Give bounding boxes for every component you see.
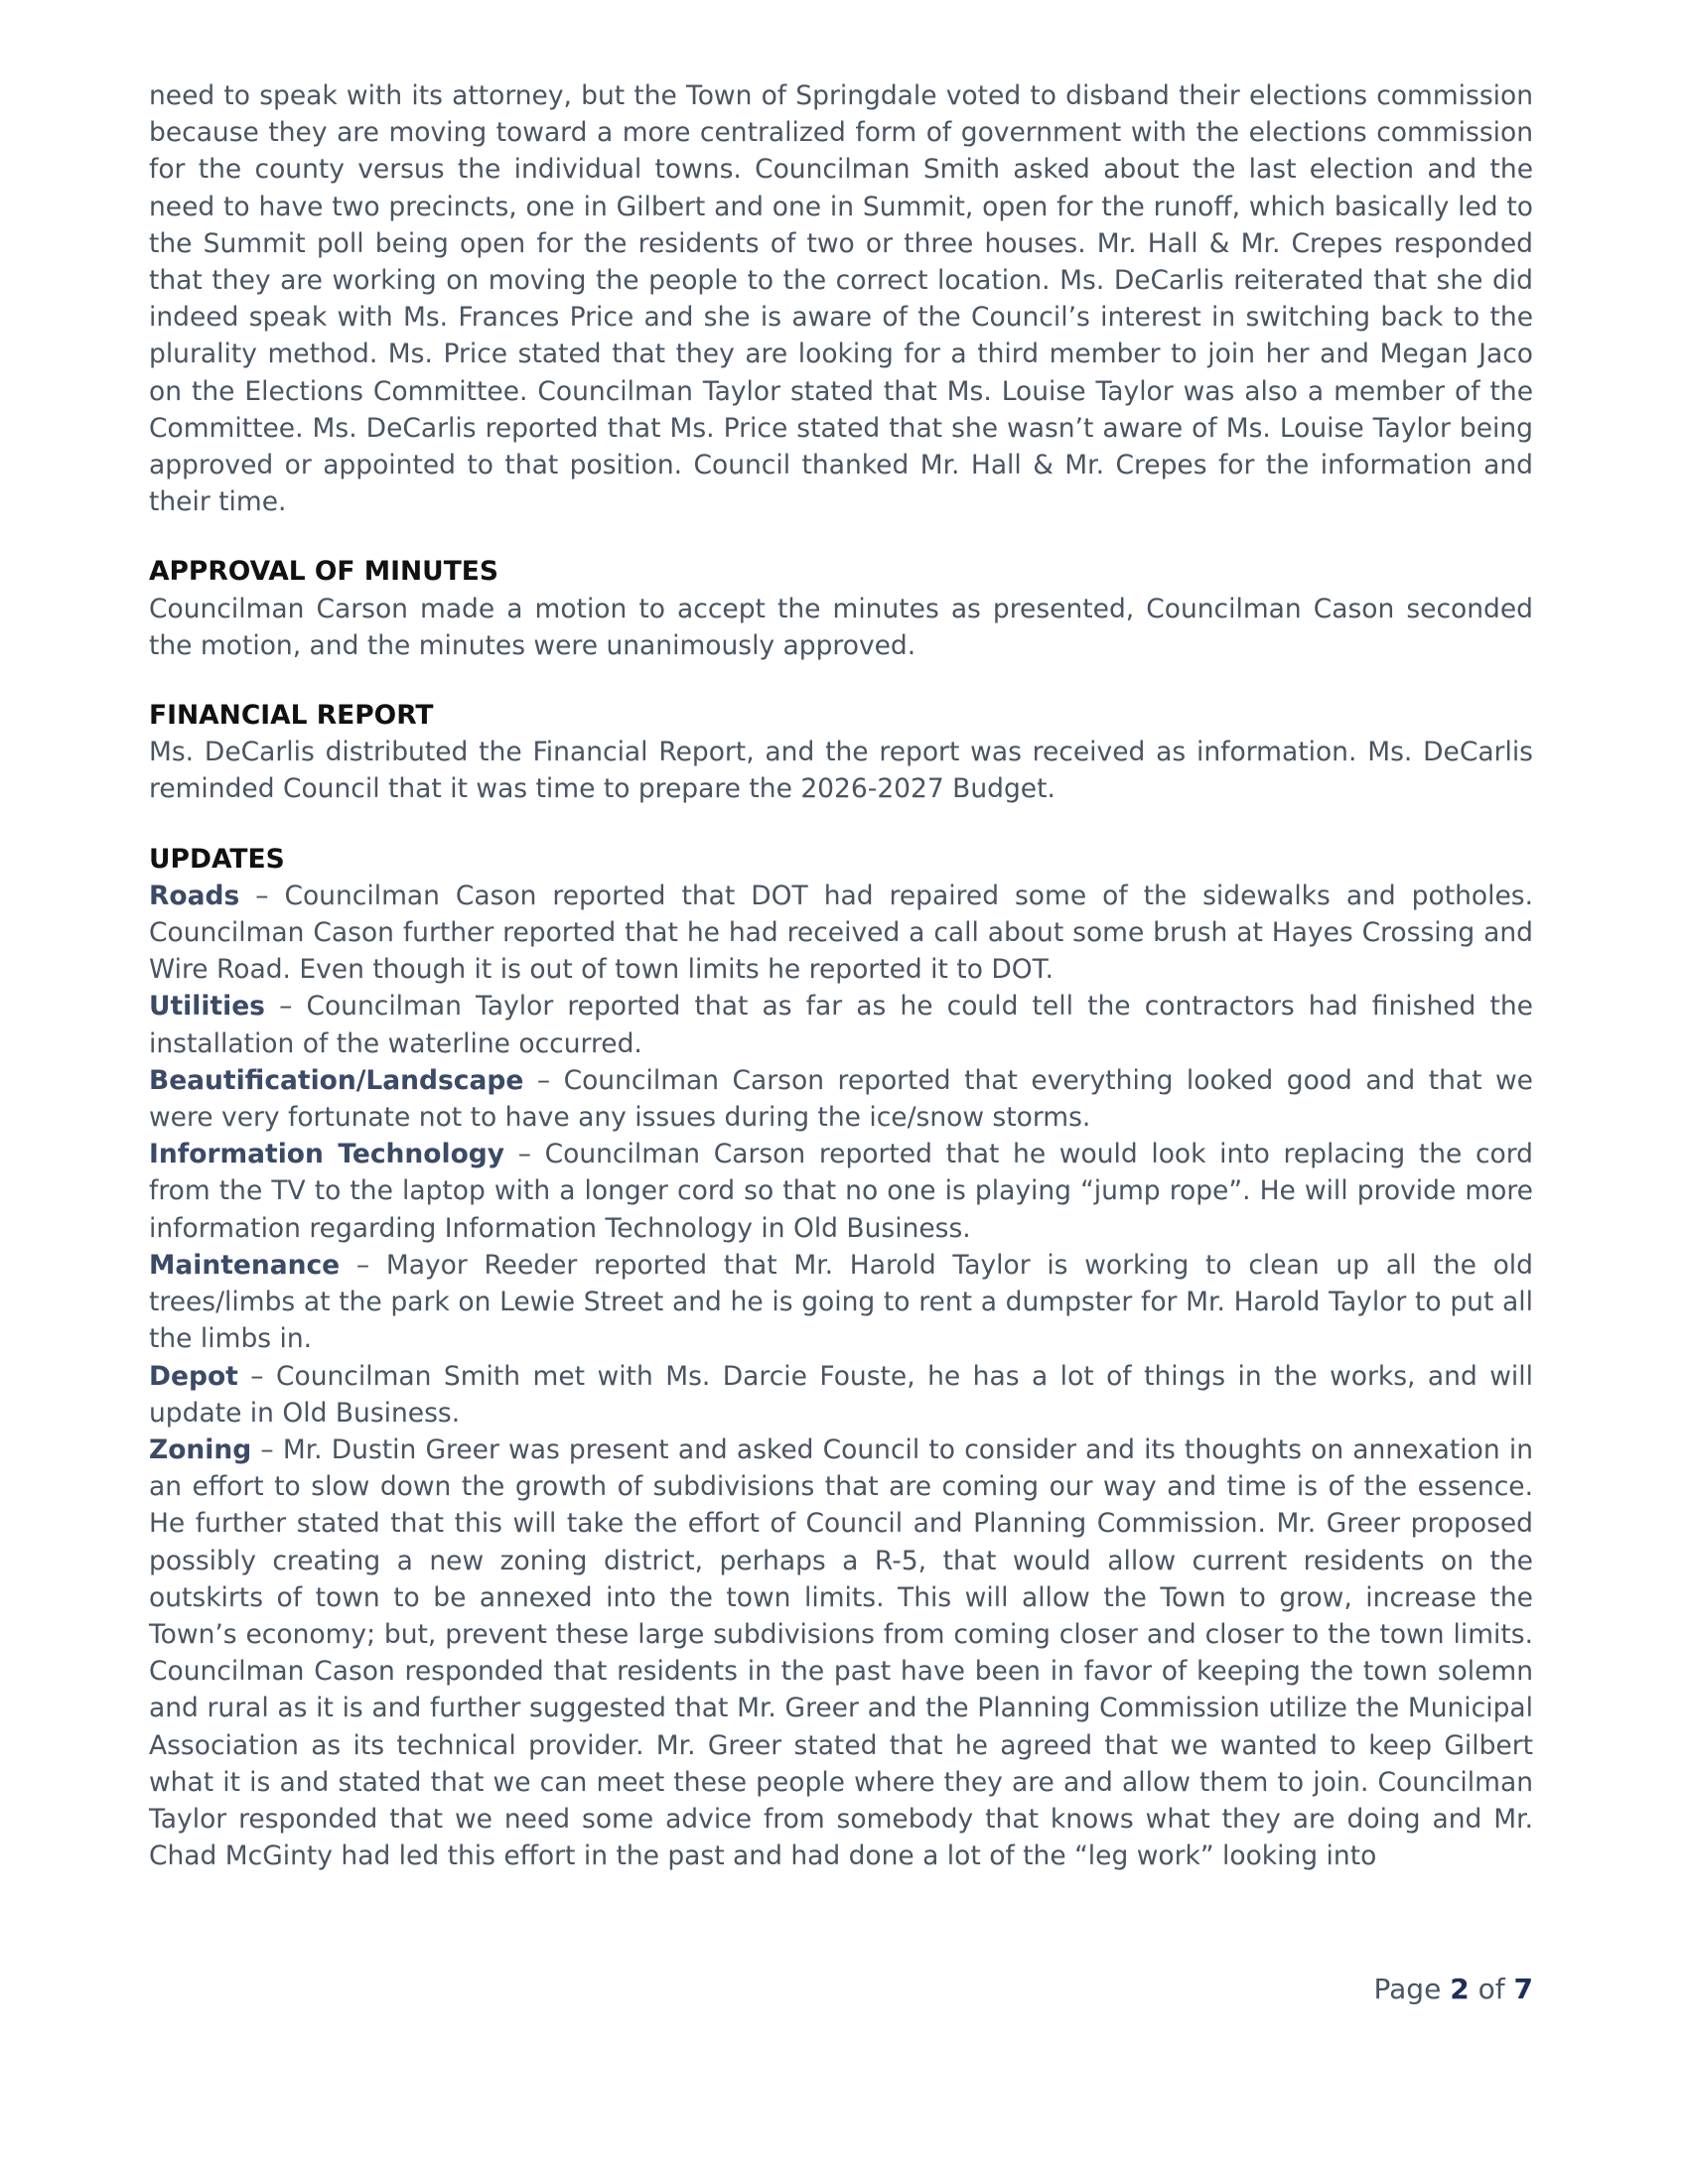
minutes-page xyxy=(149,77,1533,1874)
financial-heading: FINANCIAL REPORT xyxy=(149,700,434,732)
updates-heading: UPDATES xyxy=(149,843,285,875)
page-word: Page xyxy=(1373,1973,1442,2005)
update-depot xyxy=(149,1358,1533,1432)
update-label: Information Technology xyxy=(149,1139,505,1170)
update-label: Roads xyxy=(149,880,240,911)
update-utilities xyxy=(149,988,1533,1061)
update-text: – Mayor Reeder reported that Mr. Harold Taylor is working to clean up all the old trees/limbs at the park on Lewie Street and he is going to rent a dumpster for Mr. Harold Taylor to put all the limbs in. xyxy=(149,1249,1533,1355)
update-text: – Mr. Dustin Greer was present and asked Council to consider and its thoughts on annexation in an effort to slow down the growth of subdivisions that are coming our way and time is of the essence. He further stated that this will take the effort of Council and Planning Commission. Mr. Greer proposed possibly creating a new zoning district, perhaps a R-5, that would allow current residents on the outskirts of town to be annexed into the town limits. This will allow the Town to grow, increase the Town’s economy; but, prevent these large subdivisions from coming closer and closer to the town limits. Councilman Cason responded that residents in the past have been in favor of keeping the town solemn and rural as it is and further suggested that Mr. Greer and the Planning Commission utilize the Municipal Association as its technical provider. Mr. Greer stated that he agreed that we wanted to keep Gilbert what it is and stated that we can meet these people where they are and allow them to join. Councilman Taylor responded that we need some advice from somebody that knows what they are doing and Mr. Chad McGinty had led this effort in the past and had done a lot of the “leg work” looking into xyxy=(149,1433,1533,1872)
total-pages: 7 xyxy=(1513,1973,1533,2005)
update-label: Beautification/Landscape xyxy=(149,1064,524,1096)
approval-text: Councilman Carson made a motion to accept the minutes as presented, Councilman Cason seconded the motion, and the minutes were unanimously approved. xyxy=(149,593,1533,661)
current-page-number: 2 xyxy=(1450,1973,1470,2005)
update-text: – Councilman Smith met with Ms. Darcie Fouste, he has a lot of things in the works, and will update in Old Business. xyxy=(149,1360,1533,1429)
intro-paragraph: need to speak with its attorney, but the Town of Springdale voted to disband their elections commission because they are moving toward a more centralized form of government with the elections commission for the county versus the individual towns. Councilman Smith asked about the last election and the need to have two precincts, one in Gilbert and one in Summit, open for the runoff, which basically led to the Summit poll being open for the residents of two or three houses. Mr. Hall & Mr. Crepes responded that they are working on moving the people to the correct location. Ms. DeCarlis reiterated that she did indeed speak with Ms. Frances Price and she is aware of the Council’s interest in switching back to the plurality method. Ms. Price stated that they are looking for a third member to join her and Megan Jaco on the Elections Committee. Councilman Taylor stated that Ms. Louise Taylor was also a member of the Committee. Ms. DeCarlis reported that Ms. Price stated that she wasn’t aware of Ms. Louise Taylor being approved or appointed to that position. Council thanked Mr. Hall & Mr. Crepes for the information and their time. xyxy=(149,80,1533,518)
update-text: – Councilman Taylor reported that as far as he could tell the contractors had finished the installation of the waterline occurred. xyxy=(149,991,1533,1059)
update-information-technology xyxy=(149,1136,1533,1247)
update-label: Utilities xyxy=(149,991,265,1023)
update-label: Maintenance xyxy=(149,1249,341,1281)
of-word: of xyxy=(1477,1973,1505,2005)
update-zoning xyxy=(149,1432,1533,1874)
update-text: – Councilman Carson reported that everything looked good and that we were very fortunate not to have any issues during the ice/snow storms. xyxy=(149,1064,1533,1134)
financial-text: Ms. DeCarlis distributed the Financial Report, and the report was received as information. Ms. DeCarlis reminded Council that it was time to prepare the 2026-2027 Budget. xyxy=(149,737,1533,805)
update-beautification xyxy=(149,1062,1533,1136)
update-label: Depot xyxy=(149,1360,238,1392)
update-text: – Councilman Carson reported that he would look into replacing the cord from the TV to the laptop with a longer cord so that no one is playing “jump rope”. He will provide more information regarding Information Technology in Old Business. xyxy=(149,1139,1534,1244)
update-label: Zoning xyxy=(149,1433,252,1465)
update-roads xyxy=(149,878,1533,989)
approval-heading: APPROVAL OF MINUTES xyxy=(149,556,498,588)
page-number-footer xyxy=(1291,1973,1533,2005)
update-text: – Councilman Cason reported that DOT had repaired some of the sidewalks and potholes. Councilman Cason further reported that he had received a call about some brush at Hayes Crossing and Wire Road. Even though it is out of town limits he reported it to DOT. xyxy=(149,880,1533,986)
update-maintenance xyxy=(149,1247,1533,1358)
